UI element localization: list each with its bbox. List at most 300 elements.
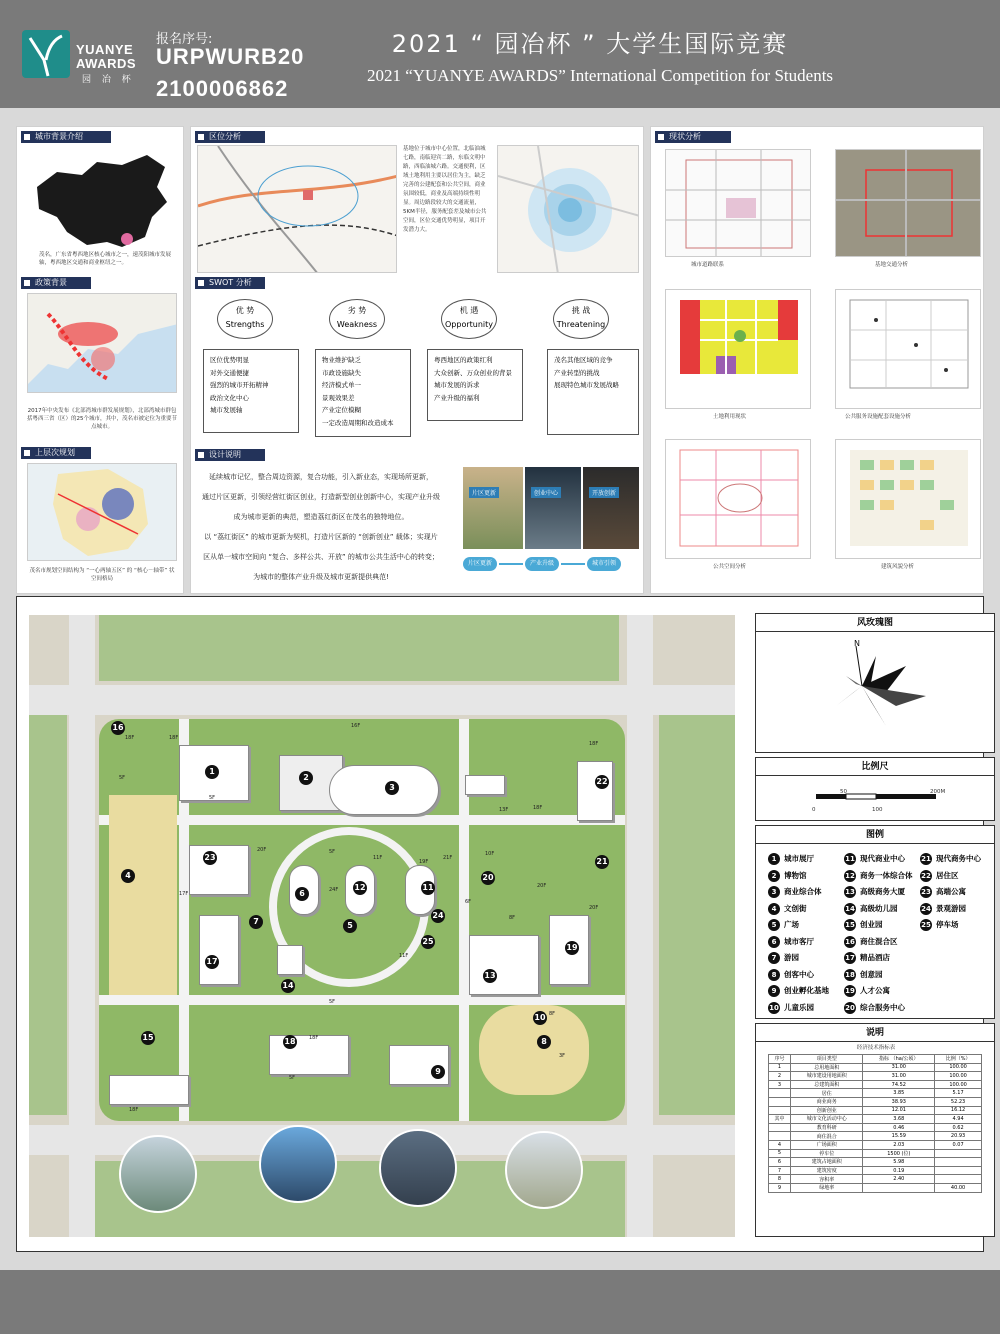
wind-rose-title: 风玫瑰图 — [756, 614, 994, 632]
stage-label: 片区更新 — [469, 487, 499, 498]
legend-number: 22 — [921, 871, 931, 880]
table-cell — [935, 1166, 982, 1175]
legend-item — [844, 935, 898, 949]
design-line: 通过片区更新，引领经营红街区创业，打造新型创业创新中心，实现产业升级 — [202, 493, 440, 501]
legend-number: 3 — [768, 886, 780, 898]
table-row — [769, 1183, 982, 1192]
opportunity-title: 机 遇 — [459, 306, 479, 315]
table-cell: 31.00 — [863, 1072, 935, 1081]
table-cell: 31.00 — [863, 1063, 935, 1072]
table-row — [769, 1080, 982, 1089]
opportunity-item: 大众创新、万众创业的背景 — [434, 368, 512, 377]
legend-number: 1 — [768, 853, 780, 865]
table-cell: 100.00 — [935, 1080, 982, 1089]
legend-label: 高端公寓 — [936, 887, 966, 896]
strength-item: 对外交通便捷 — [210, 368, 249, 377]
legend-item — [768, 984, 829, 998]
legend-number: 17 — [845, 954, 855, 962]
logo-text-awards: AWARDS — [76, 56, 137, 71]
legend-item — [768, 968, 814, 982]
table-cell: 20.93 — [935, 1132, 982, 1141]
legend-item — [768, 885, 822, 899]
table-row — [769, 1097, 982, 1106]
legend-label: 综合服务中心 — [860, 1002, 905, 1012]
marker-12: 12 — [353, 881, 367, 895]
legend-item — [844, 902, 898, 916]
location-map-local — [497, 145, 639, 273]
legend-number: 11 — [845, 855, 855, 863]
registration-label: 报名序号: — [156, 32, 213, 47]
table-row — [769, 1149, 982, 1158]
section-design: 设计说明 — [195, 449, 265, 461]
flow-arrow — [499, 563, 523, 565]
legend-label: 现代商务中心 — [936, 854, 981, 863]
legend-item — [920, 885, 966, 899]
table-cell: 总建筑面积 — [790, 1080, 863, 1089]
floor-label: 18F — [125, 735, 135, 741]
legend-item — [844, 984, 890, 998]
legend-label: 创业园 — [860, 920, 883, 929]
table-cell — [769, 1123, 791, 1132]
table-cell: 建筑密度 — [790, 1166, 863, 1175]
building-13 — [469, 935, 539, 995]
table-row — [769, 1132, 982, 1141]
footer-bar — [0, 1270, 1000, 1334]
design-image-1 — [463, 467, 523, 549]
floor-label: 5F — [289, 1075, 296, 1081]
opportunity-en: Opportunity — [444, 320, 493, 329]
title-chinese: 2021 “ 园冶杯 ” 大学生国际竞赛 — [391, 30, 789, 58]
floor-label: 11F — [373, 855, 383, 861]
legend-item — [844, 918, 883, 932]
table-cell: 4.94 — [935, 1115, 982, 1124]
section-swot: SWOT 分析 — [195, 277, 265, 289]
legend-item — [768, 935, 814, 949]
threat-item: 展现特色城市发展战略 — [554, 381, 619, 389]
opportunity-item: 产业升级的福利 — [434, 393, 480, 402]
table-title: 经济技术指标表 — [856, 1045, 896, 1051]
flow-step-1: 片区更新 — [463, 557, 497, 571]
table-cell: 8 — [769, 1175, 791, 1184]
road-west — [69, 615, 95, 1237]
legend-box — [755, 825, 995, 1019]
table-cell: 15.59 — [863, 1132, 935, 1141]
marker-3: 3 — [385, 781, 399, 795]
swot-threatening — [553, 299, 609, 339]
table-header-cell: 指标 （ha/公顷） — [863, 1055, 935, 1064]
floor-label: 5F — [119, 775, 126, 781]
legend-number: 6 — [768, 936, 780, 948]
road-east — [627, 615, 653, 1237]
table-cell: 52.23 — [935, 1097, 982, 1106]
marker-6: 6 — [295, 887, 309, 901]
table-cell: 9 — [769, 1183, 791, 1192]
floor-label: 8F — [509, 915, 516, 921]
svg-text:N: N — [854, 639, 860, 648]
table-cell — [935, 1149, 982, 1158]
opportunity-item: 粤西地区的政策红利 — [434, 356, 493, 364]
internal-road — [99, 815, 625, 825]
design-text — [191, 467, 461, 587]
green-west — [29, 715, 67, 1115]
table-cell: 3.68 — [863, 1115, 935, 1124]
legend-label: 城市展厅 — [784, 854, 814, 863]
master-plan-frame — [16, 596, 984, 1252]
legend-item — [844, 968, 883, 982]
table-cell — [769, 1106, 791, 1115]
status-caption: 城市道路联系 — [691, 262, 725, 268]
building-23 — [189, 845, 249, 895]
section-upper-plan: 上层次规划 — [21, 447, 91, 459]
legend-number: 2 — [768, 870, 780, 882]
table-row — [769, 1089, 982, 1098]
legend-label: 博物馆 — [784, 870, 807, 880]
stage-label: 创业中心 — [531, 487, 561, 498]
scale-title: 比例尺 — [756, 758, 994, 776]
floor-label: 20F — [589, 905, 599, 911]
legend-number: 18 — [845, 970, 855, 979]
marker-20: 20 — [481, 871, 495, 885]
weakness-item: 景观效果差 — [322, 393, 355, 402]
status-map-aerial — [835, 149, 981, 257]
city-bg-note: 茂名，广东省粤西地区核心城市之一，速茂阳城市发展轴，粤西地区交通和商业枢纽之一。 — [39, 252, 172, 266]
legend-number: 15 — [845, 921, 855, 929]
legend-label: 游园 — [784, 953, 799, 962]
table-cell: 0.62 — [935, 1123, 982, 1132]
weakness-en: Weakness — [336, 320, 378, 329]
scale-box — [755, 757, 995, 821]
internal-road — [99, 995, 625, 1005]
legend-label: 商务一体综合体 — [860, 870, 913, 880]
table-row — [769, 1072, 982, 1081]
legend-item — [768, 902, 807, 916]
marker-22: 22 — [595, 775, 609, 789]
design-image-2 — [525, 467, 581, 549]
section-policy: 政策背景 — [21, 277, 91, 289]
marker-23: 23 — [203, 851, 217, 865]
legend-label: 儿童乐园 — [784, 1002, 814, 1012]
floor-label: 5F — [329, 849, 336, 855]
legend-label: 高级幼儿园 — [860, 903, 898, 913]
notes-title: 说明 — [756, 1024, 994, 1042]
table-cell: 12.01 — [863, 1106, 935, 1115]
marker-14: 14 — [281, 979, 295, 993]
policy-note: 2017年中央发布《北部湾城市群发展规划》，北部湾城市群包括粤西三省（区）的25个城市，其中，茂名市被定位为重要节点城市。 — [27, 408, 178, 430]
table-row — [769, 1063, 982, 1072]
marker-5: 5 — [343, 919, 357, 933]
scale-label: 100 — [872, 807, 883, 813]
threatening-en: Threatening — [556, 320, 606, 329]
table-header-cell: 比例（%） — [935, 1055, 982, 1064]
legend-label: 居住区 — [936, 870, 959, 880]
legend-label: 广场 — [784, 920, 799, 929]
scale-label: 200M — [930, 789, 946, 795]
table-cell — [769, 1089, 791, 1098]
title-english: 2021 “YUANYE AWARDS” International Competition for Students — [366, 66, 834, 85]
table-cell: 其中 — [769, 1115, 791, 1124]
legend-label: 创业孵化基地 — [784, 986, 829, 995]
stats-table — [768, 1054, 982, 1193]
green-north — [99, 615, 619, 681]
strength-item: 城市发展轴 — [210, 406, 243, 414]
threatening-title: 挑 战 — [571, 306, 591, 315]
floor-label: 24F — [329, 887, 339, 893]
legend-number: 8 — [768, 969, 780, 981]
legend-item — [920, 902, 966, 916]
legend-number: 20 — [845, 1003, 855, 1012]
table-cell: 6 — [769, 1158, 791, 1167]
weakness-item: 市政设施缺失 — [322, 368, 361, 377]
floor-label: 21F — [443, 855, 453, 861]
weakness-item: 物业维护缺乏 — [322, 356, 361, 364]
table-cell: 3 — [769, 1080, 791, 1089]
table-cell: 商住混合 — [790, 1132, 863, 1141]
strength-item: 区位优势明显 — [210, 356, 249, 364]
left-panel — [16, 126, 184, 594]
china-map — [27, 147, 177, 257]
floor-label: 18F — [129, 1107, 139, 1113]
legend-item — [844, 885, 905, 899]
logo-text-cn: 园 冶 杯 — [82, 75, 135, 85]
opportunity-list — [427, 349, 523, 421]
weakness-item: 经济模式单一 — [322, 381, 361, 389]
legend-number: 7 — [768, 952, 780, 964]
marker-21: 21 — [595, 855, 609, 869]
legend-label: 文创街 — [784, 903, 807, 913]
table-cell: 5.17 — [935, 1089, 982, 1098]
table-cell: 停车位 — [790, 1149, 863, 1158]
marker-7: 7 — [249, 915, 263, 929]
table-cell: 38.93 — [863, 1097, 935, 1106]
site-plan — [29, 615, 735, 1237]
wind-rose-box — [755, 613, 995, 753]
floor-label: 20F — [257, 847, 267, 853]
floor-label: 18F — [533, 805, 543, 811]
legend-item — [768, 852, 814, 866]
legend-label: 创客中心 — [784, 969, 814, 979]
legend-label: 城市客厅 — [784, 936, 814, 946]
table-cell: 1500 (位) — [863, 1149, 935, 1158]
floor-label: 3F — [559, 1053, 566, 1059]
legend-item — [768, 951, 799, 965]
table-cell: 3.85 — [863, 1089, 935, 1098]
table-cell: 0.46 — [863, 1123, 935, 1132]
table-cell: 40.00 — [935, 1183, 982, 1192]
location-note: 基地位于城市中心位置，北临油城七路，南临迎宾二路，东临文明中路，西临油城六路。交通便利，区域土地利用主要以居住为主，缺乏完善的公建配套和公共空间，商业氛围较低，商业及高端持续性明显。周边路段较大的交通流量，5KM半径，服务配套差及城市公共空间，区位交通优势明显，项目开发潜力大。 — [403, 146, 487, 233]
floor-label: 18F — [309, 1035, 319, 1041]
legend-label: 精品酒店 — [860, 953, 890, 962]
section-city-bg: 城市背景介绍 — [21, 131, 111, 143]
table-cell — [935, 1175, 982, 1184]
weakness-item: 一定改造周期和改造成本 — [322, 418, 394, 427]
legend-number: 25 — [921, 921, 931, 929]
strengths-title: 优 势 — [235, 306, 255, 315]
marker-8: 8 — [537, 1035, 551, 1049]
floor-label: 10F — [485, 851, 495, 857]
plaza-west — [109, 795, 177, 995]
weakness-title: 劣 势 — [347, 306, 367, 315]
legend-number: 16 — [845, 937, 855, 946]
legend-label: 商住混合区 — [860, 936, 898, 946]
table-cell: 1 — [769, 1063, 791, 1072]
legend-item — [920, 918, 959, 932]
legend-number: 19 — [845, 987, 855, 995]
table-row — [769, 1123, 982, 1132]
table-cell: 2.40 — [863, 1175, 935, 1184]
scale-label: 50 — [840, 789, 847, 795]
threat-item: 茂名其他区域的竞争 — [554, 356, 613, 364]
upper-plan-map — [27, 463, 177, 561]
table-cell: 2.03 — [863, 1140, 935, 1149]
legend-item — [768, 918, 799, 932]
floor-label: 17F — [179, 891, 189, 897]
status-map-roads — [665, 149, 811, 257]
table-cell: 城市文化活动中心 — [790, 1115, 863, 1124]
section-location: 区位分析 — [195, 131, 265, 143]
swot-weakness — [329, 299, 385, 339]
legend-number: 21 — [921, 855, 931, 863]
table-row — [769, 1115, 982, 1124]
building-22 — [577, 761, 613, 821]
registration-number-1: URPWURB20 — [156, 44, 305, 69]
yuanye-logo — [22, 30, 140, 88]
table-header-cell: 项目类型 — [790, 1055, 863, 1064]
marker-17: 17 — [205, 955, 219, 969]
floor-label: 11F — [399, 953, 409, 959]
floor-label: 8F — [549, 1011, 556, 1017]
marker-16: 16 — [111, 721, 125, 735]
legend-label: 现代商业中心 — [860, 854, 905, 863]
table-row — [769, 1106, 982, 1115]
table-cell — [863, 1183, 935, 1192]
threat-item: 产业转型的挑战 — [554, 368, 600, 377]
table-row — [769, 1158, 982, 1167]
weakness-item: 产业定位模糊 — [322, 406, 361, 414]
registration-number-2: 2100006862 — [156, 76, 289, 101]
marker-2: 2 — [299, 771, 313, 785]
design-line: 区从单一城市空间向 “复合、多样公共、开放” 的城市公共生活中心的转变； — [203, 553, 439, 561]
legend-item — [768, 1001, 814, 1015]
table-cell: 100.00 — [935, 1072, 982, 1081]
perspective-image-2 — [259, 1125, 337, 1203]
weakness-list — [315, 349, 411, 437]
floor-label: 19F — [419, 859, 429, 865]
floor-label: 18F — [589, 741, 599, 747]
floor-label: 13F — [499, 807, 509, 813]
legend-label: 停车场 — [936, 920, 959, 929]
table-cell: 城市建设用地面积 — [790, 1072, 863, 1081]
building-14 — [277, 945, 303, 975]
legend-item — [920, 852, 981, 866]
wind-rose-icon — [826, 636, 936, 746]
scale-label: 0 — [812, 807, 816, 813]
table-cell: 7 — [769, 1166, 791, 1175]
table-cell: 16.12 — [935, 1106, 982, 1115]
legend-item — [844, 869, 913, 883]
table-cell: 广场面积 — [790, 1140, 863, 1149]
legend-number: 24 — [921, 904, 931, 913]
section-status: 现状分析 — [655, 131, 731, 143]
location-map-regional — [197, 145, 397, 273]
table-cell — [769, 1132, 791, 1141]
logo-mark-icon — [22, 30, 70, 78]
table-row — [769, 1140, 982, 1149]
table-cell: 5 — [769, 1149, 791, 1158]
table-cell: 2 — [769, 1072, 791, 1081]
table-cell: 4 — [769, 1140, 791, 1149]
marker-15: 15 — [141, 1031, 155, 1045]
floor-label: 5F — [329, 999, 336, 1005]
table-cell: 绿地率 — [790, 1183, 863, 1192]
marker-1: 1 — [205, 765, 219, 779]
marker-4: 4 — [121, 869, 135, 883]
table-header-cell: 序号 — [769, 1055, 791, 1064]
flow-step-3: 城市引领 — [587, 557, 621, 571]
status-map-landuse — [665, 289, 811, 409]
status-caption: 建筑风貌分析 — [881, 564, 915, 570]
status-caption: 土地利用现状 — [713, 414, 747, 420]
status-caption: 公共空间分析 — [713, 564, 747, 570]
legend-number: 5 — [768, 919, 780, 931]
threatening-list — [547, 349, 639, 435]
legend-item — [920, 869, 959, 883]
marker-25: 25 — [421, 935, 435, 949]
swot-opportunity — [441, 299, 497, 339]
table-cell: 总用地面积 — [790, 1063, 863, 1072]
legend-label: 商业综合体 — [784, 887, 822, 896]
status-map-public-space — [665, 439, 811, 559]
flow-step-2: 产业升级 — [525, 557, 559, 571]
table-cell: 100.00 — [935, 1063, 982, 1072]
design-line: 以 “荔红街区” 的城市更新为契机，打造片区新的 “创新创业” 载体；实现片 — [204, 533, 438, 541]
status-map-building-style — [835, 439, 981, 559]
perspective-image-4 — [505, 1131, 583, 1209]
floor-label: 20F — [537, 883, 547, 889]
upper-plan-note: 茂名市规划空间结构为 “一心两轴五区” 的 “核心－轴带” 状空间格局 — [29, 568, 175, 582]
design-line: 成为城市更新的典范，塑造荔红街区在茂名的独特地位。 — [233, 513, 409, 521]
legend-number: 12 — [845, 871, 855, 880]
table-cell — [769, 1097, 791, 1106]
table-cell: 建筑占地面积 — [790, 1158, 863, 1167]
legend-label: 景观游园 — [936, 903, 966, 913]
floor-label: 5F — [209, 795, 216, 801]
opportunity-item: 城市发展的诉求 — [434, 381, 480, 389]
building-16a — [465, 775, 505, 795]
table-cell: 5.98 — [863, 1158, 935, 1167]
strength-item: 强烈的城市开拓精神 — [210, 381, 269, 389]
legend-number: 9 — [768, 985, 780, 997]
perspective-image-1 — [119, 1135, 197, 1213]
table-cell: 0.07 — [935, 1140, 982, 1149]
building-15 — [109, 1075, 189, 1105]
legend-item — [768, 869, 807, 883]
legend-item — [844, 951, 890, 965]
table-cell: 商业商务 — [790, 1097, 863, 1106]
table-cell: 教育科研 — [790, 1123, 863, 1132]
strengths-list — [203, 349, 299, 433]
legend-number: 10 — [769, 1003, 779, 1012]
status-caption: 公共服务设施配套设施分析 — [845, 414, 912, 420]
flow-arrow — [561, 563, 585, 565]
table-cell: 居住 — [790, 1089, 863, 1098]
legend-number: 14 — [845, 904, 855, 913]
floor-label: 6F — [465, 899, 472, 905]
stage-label: 开放创新 — [589, 487, 619, 498]
table-cell: 74.52 — [863, 1080, 935, 1089]
strengths-en: Strengths — [225, 320, 265, 329]
floor-label: 18F — [169, 735, 179, 741]
notes-box — [755, 1023, 995, 1237]
